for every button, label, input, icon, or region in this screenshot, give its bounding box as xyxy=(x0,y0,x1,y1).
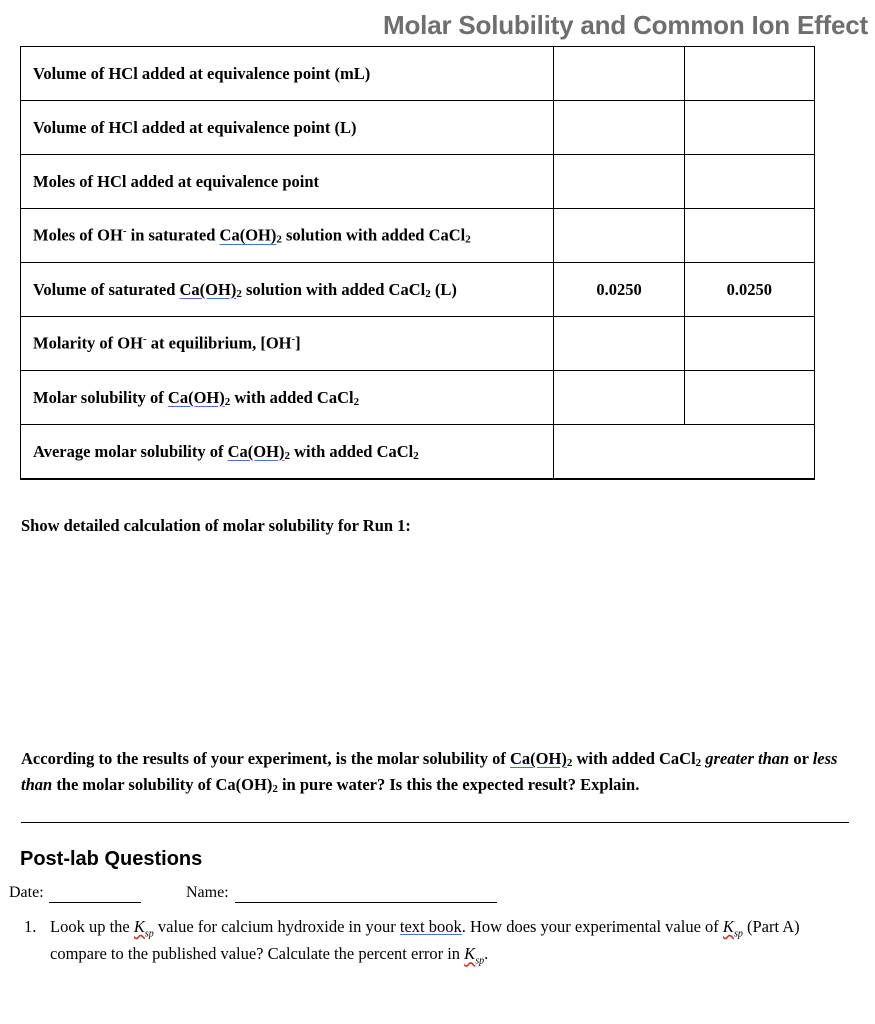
table-row xyxy=(21,209,815,263)
run2-cell[interactable]: 0.0250 xyxy=(684,263,814,317)
ksp-k: K xyxy=(722,917,734,936)
label-text: solution with added CaCl xyxy=(241,279,426,299)
superscript: - xyxy=(291,333,296,346)
average-cell[interactable] xyxy=(554,425,815,480)
label-text: solution with added CaCl xyxy=(281,225,466,245)
postlab-title: Post-lab Questions xyxy=(20,848,203,870)
question-part: value for calcium hydroxide in your xyxy=(153,917,400,936)
row-label: Volume of HCl added at equivalence point (L) xyxy=(21,101,554,155)
emphasis-greater-than: greater than xyxy=(705,749,790,768)
subscript: 2 xyxy=(284,449,290,462)
table-row xyxy=(21,263,815,317)
table-row xyxy=(21,101,815,155)
date-field[interactable] xyxy=(49,902,141,903)
question-number: 1. xyxy=(24,917,37,936)
name-field[interactable] xyxy=(235,902,497,903)
label-text: in saturated xyxy=(126,225,220,245)
results-table xyxy=(20,46,815,480)
label-text: Average molar solubility of xyxy=(33,441,228,461)
row-label: Moles of HCl added at equivalence point xyxy=(21,155,554,209)
subscript: 2 xyxy=(272,783,278,795)
subscript: 2 xyxy=(425,287,431,300)
subscript: 2 xyxy=(465,233,471,246)
ksp-term xyxy=(464,944,485,967)
row-label xyxy=(21,371,554,425)
run1-cell[interactable] xyxy=(554,371,684,425)
label-text: Molarity of OH xyxy=(33,333,143,353)
question-part: or xyxy=(789,749,813,768)
subscript: 2 xyxy=(695,757,702,769)
row-label xyxy=(21,425,554,480)
superscript: - xyxy=(122,225,127,238)
subscript: 2 xyxy=(566,757,573,769)
question-text xyxy=(21,748,851,800)
table-row xyxy=(21,317,815,371)
row-label: Volume of HCl added at equivalence point (mL) xyxy=(21,47,554,101)
textbook-term: text book xyxy=(399,917,462,936)
question-part: the molar solubility of Ca(OH) xyxy=(52,775,273,794)
label-text: Volume of saturated xyxy=(33,279,180,299)
run2-cell[interactable] xyxy=(684,47,814,101)
subscript: 2 xyxy=(276,233,282,246)
run1-cell[interactable] xyxy=(554,155,684,209)
table-row xyxy=(21,371,815,425)
date-name-row xyxy=(9,884,869,906)
page-title: Molar Solubility and Common Ion Effect xyxy=(383,10,868,40)
label-text: at equilibrium, [OH xyxy=(146,333,292,353)
question-part: in pure water? Is this the expected result? Explain. xyxy=(277,775,640,794)
run2-cell[interactable] xyxy=(684,101,814,155)
run2-cell[interactable] xyxy=(684,155,814,209)
subscript: 2 xyxy=(236,287,242,300)
question-part: (Part A) compare to the published value? Calculate the percent error in xyxy=(50,917,800,964)
question-part: According to the results of your experiment, is the molar solubility of xyxy=(21,749,511,768)
formula-text: Ca(OH) xyxy=(227,441,285,461)
run2-cell[interactable] xyxy=(684,317,814,371)
emphasis-less-than: less than xyxy=(21,749,838,794)
table-row xyxy=(21,47,815,101)
label-text: Moles of OH xyxy=(33,225,123,245)
ksp-term xyxy=(133,917,154,940)
run1-cell[interactable] xyxy=(554,209,684,263)
subscript: 2 xyxy=(353,395,360,408)
ksp-term xyxy=(722,917,743,940)
name-label: Name: xyxy=(186,884,229,901)
calculation-prompt: Show detailed calculation of molar solubility for Run 1: xyxy=(21,516,411,535)
label-text: ] xyxy=(295,333,301,353)
run2-cell[interactable] xyxy=(684,371,814,425)
formula-text: Ca(OH) xyxy=(510,749,567,768)
row-label xyxy=(21,263,554,317)
run1-cell[interactable] xyxy=(554,47,684,101)
run1-cell[interactable] xyxy=(554,317,684,371)
question-part: Look up the xyxy=(50,917,134,936)
ksp-sub: sp xyxy=(733,928,743,940)
table-row xyxy=(21,155,815,209)
subscript: 2 xyxy=(413,449,419,462)
subscript: 2 xyxy=(224,395,231,408)
label-text: Molar solubility of xyxy=(33,387,168,407)
run1-cell[interactable]: 0.0250 xyxy=(554,263,684,317)
question-1-text xyxy=(50,917,840,972)
superscript: - xyxy=(142,333,147,346)
question-part: . xyxy=(484,944,489,964)
ksp-sub: sp xyxy=(144,928,154,940)
question-part: with added CaCl xyxy=(572,749,696,768)
section-divider xyxy=(21,822,849,823)
label-text: with added CaCl xyxy=(230,387,354,407)
ksp-k: K xyxy=(133,917,145,936)
ksp-k: K xyxy=(464,944,476,964)
label-text: (L) xyxy=(430,279,457,299)
table-row xyxy=(21,425,815,480)
label-text: with added CaCl xyxy=(289,441,414,461)
formula-text: Ca(OH) xyxy=(167,387,225,407)
date-label: Date: xyxy=(9,884,44,901)
row-label xyxy=(21,317,554,371)
ksp-sub: sp xyxy=(475,955,485,967)
formula-text: Ca(OH) xyxy=(179,279,237,299)
row-label xyxy=(21,209,554,263)
formula-text: Ca(OH) xyxy=(219,225,277,245)
run1-cell[interactable] xyxy=(554,101,684,155)
question-part: . How does your experimental value of xyxy=(461,917,723,936)
run2-cell[interactable] xyxy=(684,209,814,263)
